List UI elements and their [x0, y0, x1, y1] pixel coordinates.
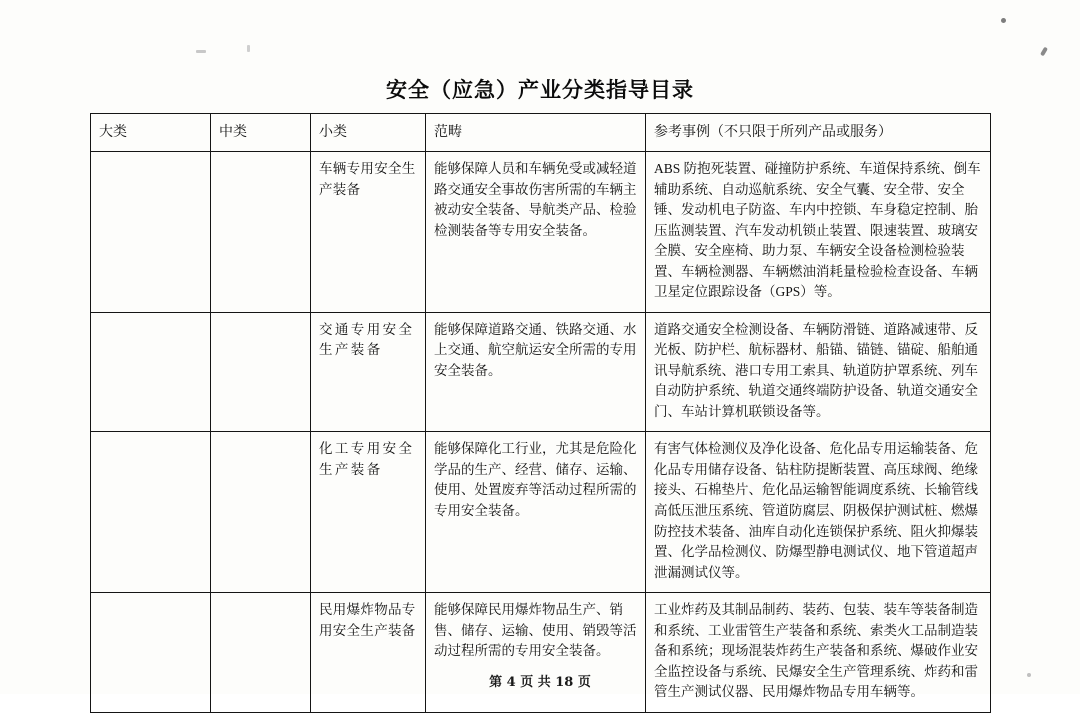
column-header-minor: 小类	[311, 114, 426, 152]
table-row	[91, 432, 991, 593]
page-footer: 第 4 页 共 18 页	[489, 675, 591, 690]
classification-table	[90, 113, 991, 713]
cell-examples: ABS 防抱死装置、碰撞防护系统、车道保持系统、倒车辅助系统、自动巡航系统、安全气囊、安全带、安全锤、发动机电子防盗、车内中控锁、车身稳定控制、胎压监测装置、汽车发动机锁止装置、限速装置、玻璃安全膜、安全座椅、助力泵、车辆安全设备检测检验装置、车辆检测器、车辆燃油消耗量检验检查设备、车辆卫星定位跟踪设备（GPS）等。	[646, 152, 991, 313]
column-header-examples: 参考事例（不只限于所列产品或服务）	[646, 114, 991, 152]
cell-scope: 能够保障化工行业，尤其是危险化学品的生产、经营、储存、运输、使用、处置废弃等活动过程所需的专用安全装备。	[426, 432, 646, 593]
cell-major	[91, 312, 211, 432]
cell-middle	[211, 432, 311, 593]
cell-middle	[211, 312, 311, 432]
page-title: 安全（应急）产业分类指导目录	[386, 77, 694, 102]
column-header-major: 大类	[91, 114, 211, 152]
table-row	[91, 312, 991, 432]
cell-examples: 道路交通安全检测设备、车辆防滑链、道路减速带、反光板、防护栏、航标器材、船锚、锚链、锚碇、船舶通讯导航系统、港口专用工索具、轨道防护罩系统、列车自动防护系统、轨道交通终端防护设备、轨道交通安全门、车站计算机联锁设备等。	[646, 312, 991, 432]
cell-examples: 有害气体检测仪及净化设备、危化品专用运输装备、危化品专用储存设备、钻柱防提断装置、高压球阀、绝缘接头、石棉垫片、危化品运输智能调度系统、长输管线高低压泄压系统、管道防腐层、阴极保护测试桩、燃爆防控技术装备、油库自动化连锁保护系统、阻火抑爆装置、化学品检测仪、防爆型静电测试仪、地下管道超声泄漏测试仪等。	[646, 432, 991, 593]
cell-minor: 车辆专用安全生产装备	[311, 152, 426, 313]
cell-scope: 能够保障道路交通、铁路交通、水上交通、航空航运安全所需的专用安全装备。	[426, 312, 646, 432]
cell-middle	[211, 593, 311, 713]
table-row	[91, 593, 991, 713]
cell-major	[91, 152, 211, 313]
cell-minor: 民用爆炸物品专用安全生产装备	[311, 593, 426, 713]
cell-major	[91, 593, 211, 713]
cell-major	[91, 432, 211, 593]
table-header-row	[91, 114, 991, 152]
cell-middle	[211, 152, 311, 313]
cell-examples: 工业炸药及其制品制药、装药、包装、装车等装备制造和系统、工业雷管生产装备和系统、索类火工品制造装备和系统；现场混装炸药生产装备和系统、爆破作业安全监控设备与系统、民爆安全生产管理系统、炸药和雷管生产测试仪器、民用爆炸物品专用车辆等。	[646, 593, 991, 713]
table-row	[91, 152, 991, 313]
cell-scope: 能够保障民用爆炸物品生产、销售、储存、运输、使用、销毁等活动过程所需的专用安全装备。	[426, 593, 646, 713]
cell-scope: 能够保障人员和车辆免受或减轻道路交通安全事故伤害所需的车辆主被动安全装备、导航类产品、检验检测装备等专用安全装备。	[426, 152, 646, 313]
column-header-scope: 范畴	[426, 114, 646, 152]
scan-artifact-speck	[247, 45, 250, 52]
scan-artifact-speck	[196, 50, 206, 53]
scan-artifact-speck	[1040, 47, 1048, 57]
cell-minor: 交通专用安全生产装备	[311, 312, 426, 432]
scan-artifact-speck	[1001, 18, 1006, 23]
cell-minor: 化工专用安全生产装备	[311, 432, 426, 593]
column-header-middle: 中类	[211, 114, 311, 152]
